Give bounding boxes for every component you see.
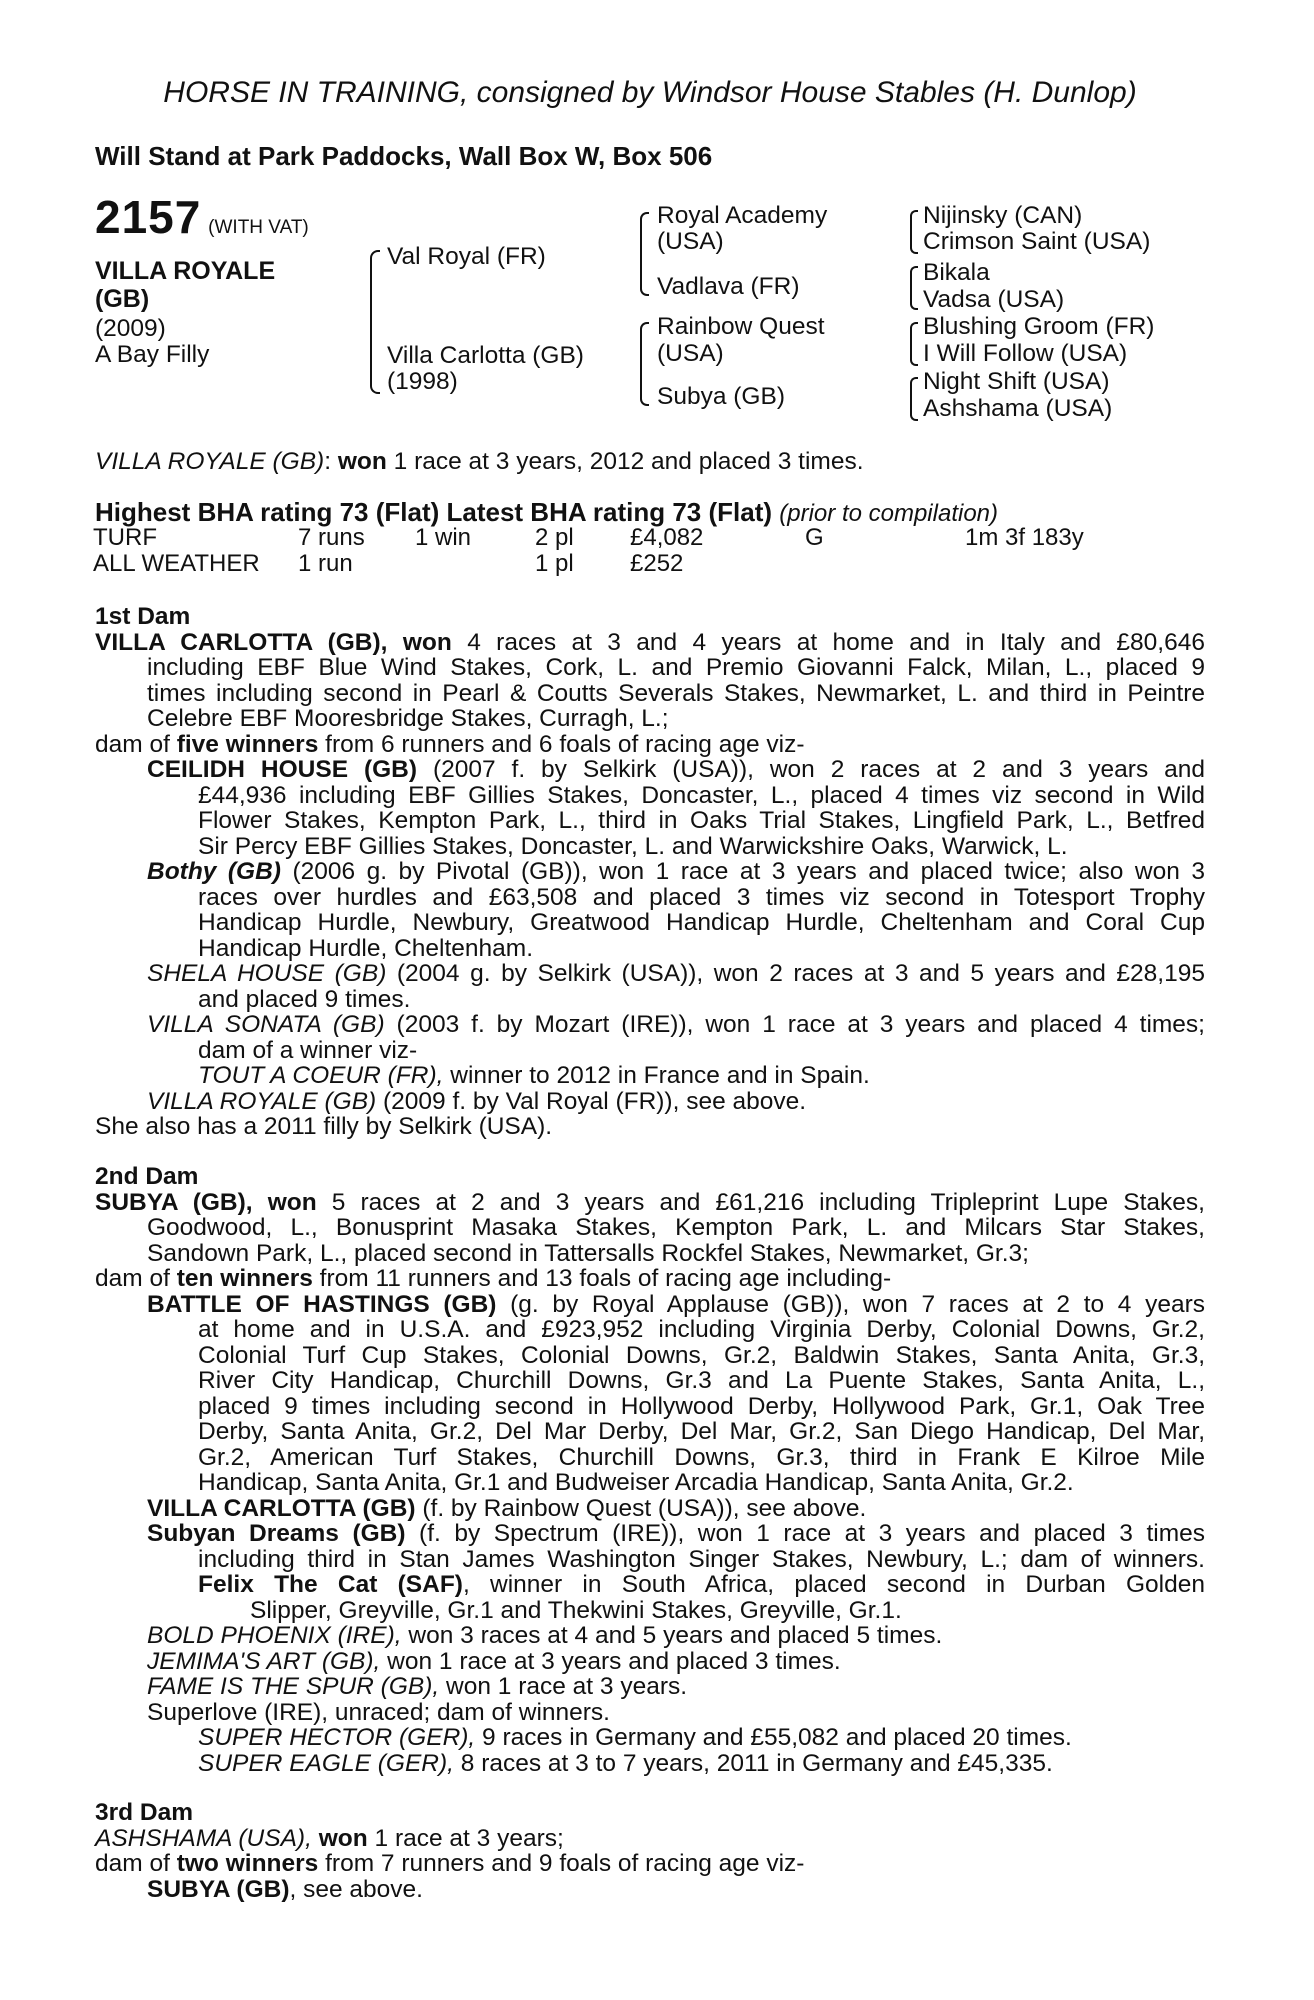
dam-produce-line <box>95 1266 1205 1292</box>
rating-note: (prior to compilation) <box>779 500 999 527</box>
horse-country: (GB) <box>95 285 150 313</box>
produce-name: Bothy (GB) <box>147 858 281 885</box>
horse-description: A Bay Filly <box>95 341 210 368</box>
brace-sire-dam <box>370 250 380 394</box>
produce-name: VILLA CARLOTTA (GB) <box>147 1494 416 1522</box>
produce-text: won 1 race at 3 years and placed 3 times. <box>380 1647 841 1675</box>
produce-name: FAME IS THE SPUR (GB), <box>147 1673 440 1700</box>
produce-text: (2006 g. by Pivotal (GB)), won 1 race at 3 years and placed twice; also won 3 <box>280 858 1205 885</box>
section-heading: 2nd Dam <box>95 1163 199 1190</box>
brace-sd <box>910 266 918 310</box>
summary-name: VILLA ROYALE (GB) <box>95 448 325 475</box>
produce-name: TOUT A COEUR (FR), <box>198 1062 444 1089</box>
produce-text: (f. by Rainbow Quest (USA)), see above. <box>415 1494 867 1522</box>
produce-text: (2009 f. by Val Royal (FR)), see above. <box>376 1087 807 1115</box>
record-wins <box>415 551 535 577</box>
record-placed: 2 pl <box>535 524 574 551</box>
produce-text: Handicap Hurdle, Newbury, Greatwood Handicap Hurdle, Cheltenham and Coral Cup <box>198 909 1205 936</box>
produce-entry <box>95 859 1205 885</box>
produce-text: won 3 races at 4 and 5 years and placed 5 times. <box>401 1622 943 1649</box>
consignor-title: HORSE IN TRAINING, consigned by Windsor House Stables (H. Dunlop) <box>163 76 1137 109</box>
produce-name: VILLA SONATA (GB) <box>147 1011 385 1038</box>
produce-name: SUPER EAGLE (GER), <box>198 1749 454 1777</box>
produce-text: Handicap, Santa Anita, Gr.1 and Budweiser Arcadia Handicap, Santa Anita, Gr.2. <box>198 1469 1074 1496</box>
pedigree-sss: Nijinsky (CAN) <box>923 202 1083 229</box>
dam-name: SUBYA (GB), won <box>95 1188 317 1216</box>
pedigree-dam-sire: Rainbow Quest <box>657 313 825 340</box>
stand-location: Will Stand at Park Paddocks, Wall Box W, Box 506 <box>95 141 713 171</box>
dam-text: times including second in Pearl & Coutts Severals Stakes, Newmarket, L. and third in Peintre <box>147 679 1205 707</box>
produce-text: races over hurdles and £63,508 and placed 3 times viz second in Totesport Trophy <box>198 883 1205 911</box>
winners-count: two winners <box>176 1850 319 1877</box>
brace-sire-side <box>640 212 649 296</box>
pedigree-sire-dam: Vadlava (FR) <box>657 273 800 300</box>
dam-text: from 11 runners and 13 foals of racing age including- <box>312 1265 892 1292</box>
produce-name: JEMIMA'S ART (GB), <box>147 1647 381 1675</box>
section-heading: 1st Dam <box>95 603 191 630</box>
record-runs: 7 runs <box>298 524 365 551</box>
summary-won: won <box>337 448 387 475</box>
produce-text: placed 9 times including second in Hollywood Derby, Hollywood Park, Gr.1, Oak Tree <box>198 1392 1205 1420</box>
rating-highest: Highest BHA rating 73 (Flat) Latest BHA rating 73 (Flat) <box>95 497 773 527</box>
produce-text: Handicap Hurdle, Cheltenham. <box>198 934 534 962</box>
record-going: G <box>805 524 824 551</box>
pedigree-dam-sire-country: (USA) <box>657 340 724 367</box>
dam-text: from 6 runners and 6 foals of racing age viz- <box>318 730 805 758</box>
produce-name: Felix The Cat (SAF) <box>198 1571 463 1598</box>
produce-text: 8 races at 3 to 7 years, 2011 in Germany and £45,335. <box>453 1749 1053 1777</box>
horse-year: (2009) <box>95 315 166 342</box>
pedigree-sire: Val Royal (FR) <box>387 243 546 270</box>
pedigree-dam-year: (1998) <box>387 368 458 395</box>
pedigree-sire-sire-country: (USA) <box>657 228 724 255</box>
dam-text: Goodwood, L., Bonusprint Masaka Stakes, Kempton Park, L. and Milcars Star Stakes, <box>147 1214 1205 1241</box>
produce-entry <box>95 1623 1205 1649</box>
grand-produce-entry <box>95 1063 1205 1089</box>
race-record-row-aw <box>93 551 1084 577</box>
brace-dd <box>910 377 918 421</box>
summary-text: 1 race at 3 years, 2012 and placed 3 times. <box>386 448 864 475</box>
brace-ss <box>910 210 918 254</box>
brace-ds <box>910 322 918 366</box>
produce-text: (g. by Royal Applause (GB)), won 7 races at 2 to 4 years <box>496 1290 1205 1318</box>
grand-produce-entry <box>95 1572 1205 1598</box>
dam-produce-line <box>95 732 1205 758</box>
pedigree-sds: Bikala <box>923 259 990 286</box>
produce-text: winner to 2012 in France and in Spain. <box>443 1062 870 1089</box>
produce-text: dam of a winner viz- <box>198 1036 418 1064</box>
produce-text: (2003 f. by Mozart (IRE)), won 1 race at 3 years and placed 4 times; <box>384 1011 1205 1038</box>
produce-text: Derby, Santa Anita, Gr.2, Del Mar Derby, Del Mar, Gr.2, San Diego Handicap, Del Mar, <box>198 1418 1205 1445</box>
produce-name: SUPER HECTOR (GER), <box>198 1724 476 1751</box>
produce-entry <box>95 961 1205 987</box>
dam-also-note: She also has a 2011 filly by Selkirk (USA). <box>95 1113 553 1140</box>
race-record-row-turf <box>93 525 1084 551</box>
record-distance: 1m 3f 183y <box>965 524 1084 551</box>
record-going <box>805 551 965 577</box>
produce-entry <box>95 1877 1205 1903</box>
record-placed: 1 pl <box>535 549 574 577</box>
produce-entry <box>95 1292 1205 1318</box>
produce-text: Colonial Turf Cup Stakes, Colonial Downs, Gr.2, Baldwin Stakes, Santa Anita, Gr.3, <box>198 1341 1205 1369</box>
produce-name: SUBYA (GB) <box>147 1875 290 1903</box>
third-dam-section <box>95 1800 1205 1902</box>
dam-text: including EBF Blue Wind Stakes, Cork, L. and Premio Giovanni Falck, Milan, L., placed 9 <box>147 654 1205 681</box>
dam-won: won <box>318 1824 368 1852</box>
dam-name: VILLA CARLOTTA (GB), won <box>95 628 452 656</box>
produce-entry <box>95 1649 1205 1675</box>
pedigree-dam-dam: Subya (GB) <box>657 383 785 410</box>
produce-text: 9 races in Germany and £55,082 and placed 20 times. <box>475 1724 1072 1751</box>
produce-name: BOLD PHOENIX (IRE), <box>147 1622 402 1649</box>
dam-text: from 7 runners and 9 foals of racing age viz- <box>318 1850 805 1877</box>
produce-text: Slipper, Greyville, Gr.1 and Thekwini Stakes, Greyville, Gr.1. <box>250 1596 902 1624</box>
lot-number: 2157 <box>95 191 202 243</box>
dam-text: dam of <box>95 730 177 758</box>
produce-entry <box>95 757 1205 783</box>
pedigree-ddd: Ashshama (USA) <box>923 395 1113 422</box>
record-earnings: £252 <box>630 549 684 577</box>
produce-entry <box>95 1674 1205 1700</box>
produce-name: CEILIDH HOUSE (GB) <box>147 756 418 783</box>
winners-count: five winners <box>176 730 319 758</box>
grand-produce-entry <box>95 1751 1205 1777</box>
race-summary: VILLA ROYALE (GB): won 1 race at 3 years, 2012 and placed 3 times. <box>95 448 864 475</box>
pedigree-dsd: I Will Follow (USA) <box>923 340 1128 367</box>
produce-entry: Superlove (IRE), unraced; dam of winners. <box>147 1698 610 1726</box>
produce-name: Subyan Dreams (GB) <box>147 1520 406 1547</box>
brace-dam-side <box>640 322 649 406</box>
produce-name: SHELA HOUSE (GB) <box>147 960 387 987</box>
pedigree-dds: Night Shift (USA) <box>923 368 1110 395</box>
dam-text: dam of <box>95 1850 177 1877</box>
first-dam-section <box>95 604 1205 1140</box>
pedigree-sdd: Vadsa (USA) <box>923 286 1065 313</box>
produce-text: won 1 race at 3 years. <box>439 1673 688 1700</box>
race-record-table <box>93 525 1084 576</box>
produce-text: £44,936 including EBF Gillies Stakes, Doncaster, L., placed 4 times viz second in Wild <box>198 781 1205 809</box>
dam-text: Celebre EBF Mooresbridge Stakes, Curragh, L.; <box>147 705 669 732</box>
dam-name: ASHSHAMA (USA), <box>95 1824 312 1852</box>
lot-vat: (WITH VAT) <box>208 217 309 238</box>
produce-text: (2007 f. by Selkirk (USA)), won 2 races at 2 and 3 years and <box>417 756 1205 783</box>
pedigree-dam: Villa Carlotta (GB) <box>387 342 584 369</box>
produce-text: including third in Stan James Washington Singer Stakes, Newbury, L.; dam of winners. <box>198 1545 1205 1573</box>
produce-text: and placed 9 times. <box>198 985 411 1013</box>
produce-entry <box>95 1089 1205 1115</box>
pedigree-ssd: Crimson Saint (USA) <box>923 228 1151 255</box>
produce-entry <box>95 1012 1205 1038</box>
horse-name: VILLA ROYALE <box>95 257 276 285</box>
record-wins: 1 win <box>415 524 472 551</box>
produce-text: , see above. <box>289 1875 423 1903</box>
produce-text: (f. by Spectrum (IRE)), won 1 race at 3 years and placed 3 times <box>405 1520 1205 1547</box>
winners-count: ten winners <box>176 1265 313 1292</box>
produce-text: (2004 g. by Selkirk (USA)), won 2 races at 3 and 5 years and £28,195 <box>386 960 1205 987</box>
produce-text: River City Handicap, Churchill Downs, Gr.3 and La Puente Stakes, Santa Anita, L., <box>198 1367 1205 1394</box>
produce-text: Gr.2, American Turf Stakes, Churchill Downs, Gr.3, third in Frank E Kilroe Mile <box>198 1443 1205 1471</box>
dam-text: Sandown Park, L., placed second in Tattersalls Rockfel Stakes, Newmarket, Gr.3; <box>147 1239 1029 1267</box>
section-heading: 3rd Dam <box>95 1799 194 1826</box>
produce-text: Flower Stakes, Kempton Park, L., third in Oaks Trial Stakes, Lingfield Park, L., Betfred <box>198 807 1205 834</box>
record-surface: ALL WEATHER <box>93 549 260 577</box>
record-distance <box>965 551 1084 577</box>
pedigree-dss: Blushing Groom (FR) <box>923 313 1155 340</box>
produce-name: BATTLE OF HASTINGS (GB) <box>147 1290 497 1318</box>
produce-text: Sir Percy EBF Gillies Stakes, Doncaster, L. and Warwickshire Oaks, Warwick, L. <box>198 832 1068 860</box>
produce-text: , winner in South Africa, placed second in Durban Golden <box>462 1571 1206 1598</box>
produce-entry <box>95 1521 1205 1547</box>
dam-line <box>95 1826 1205 1852</box>
produce-entry <box>95 1496 1205 1522</box>
produce-name: VILLA ROYALE (GB) <box>147 1087 377 1115</box>
record-runs: 1 run <box>298 549 353 577</box>
lot-number-row <box>95 191 309 243</box>
dam-text: 1 race at 3 years; <box>367 1824 564 1852</box>
record-earnings: £4,082 <box>630 524 704 551</box>
dam-text: 5 races at 2 and 3 years and £61,216 including Tripleprint Lupe Stakes, <box>316 1188 1205 1216</box>
dam-text: 4 races at 3 and 4 years at home and in Italy and £80,646 <box>451 628 1205 656</box>
rating-line <box>95 497 999 527</box>
second-dam-section <box>95 1164 1205 1776</box>
record-surface: TURF <box>93 524 157 551</box>
pedigree-sire-sire: Royal Academy <box>657 202 828 229</box>
produce-text: at home and in U.S.A. and £923,952 including Virginia Derby, Colonial Downs, Gr.2, <box>198 1316 1205 1343</box>
dam-produce-line <box>95 1851 1205 1877</box>
grand-produce-entry <box>95 1725 1205 1751</box>
dam-text: dam of <box>95 1265 177 1292</box>
